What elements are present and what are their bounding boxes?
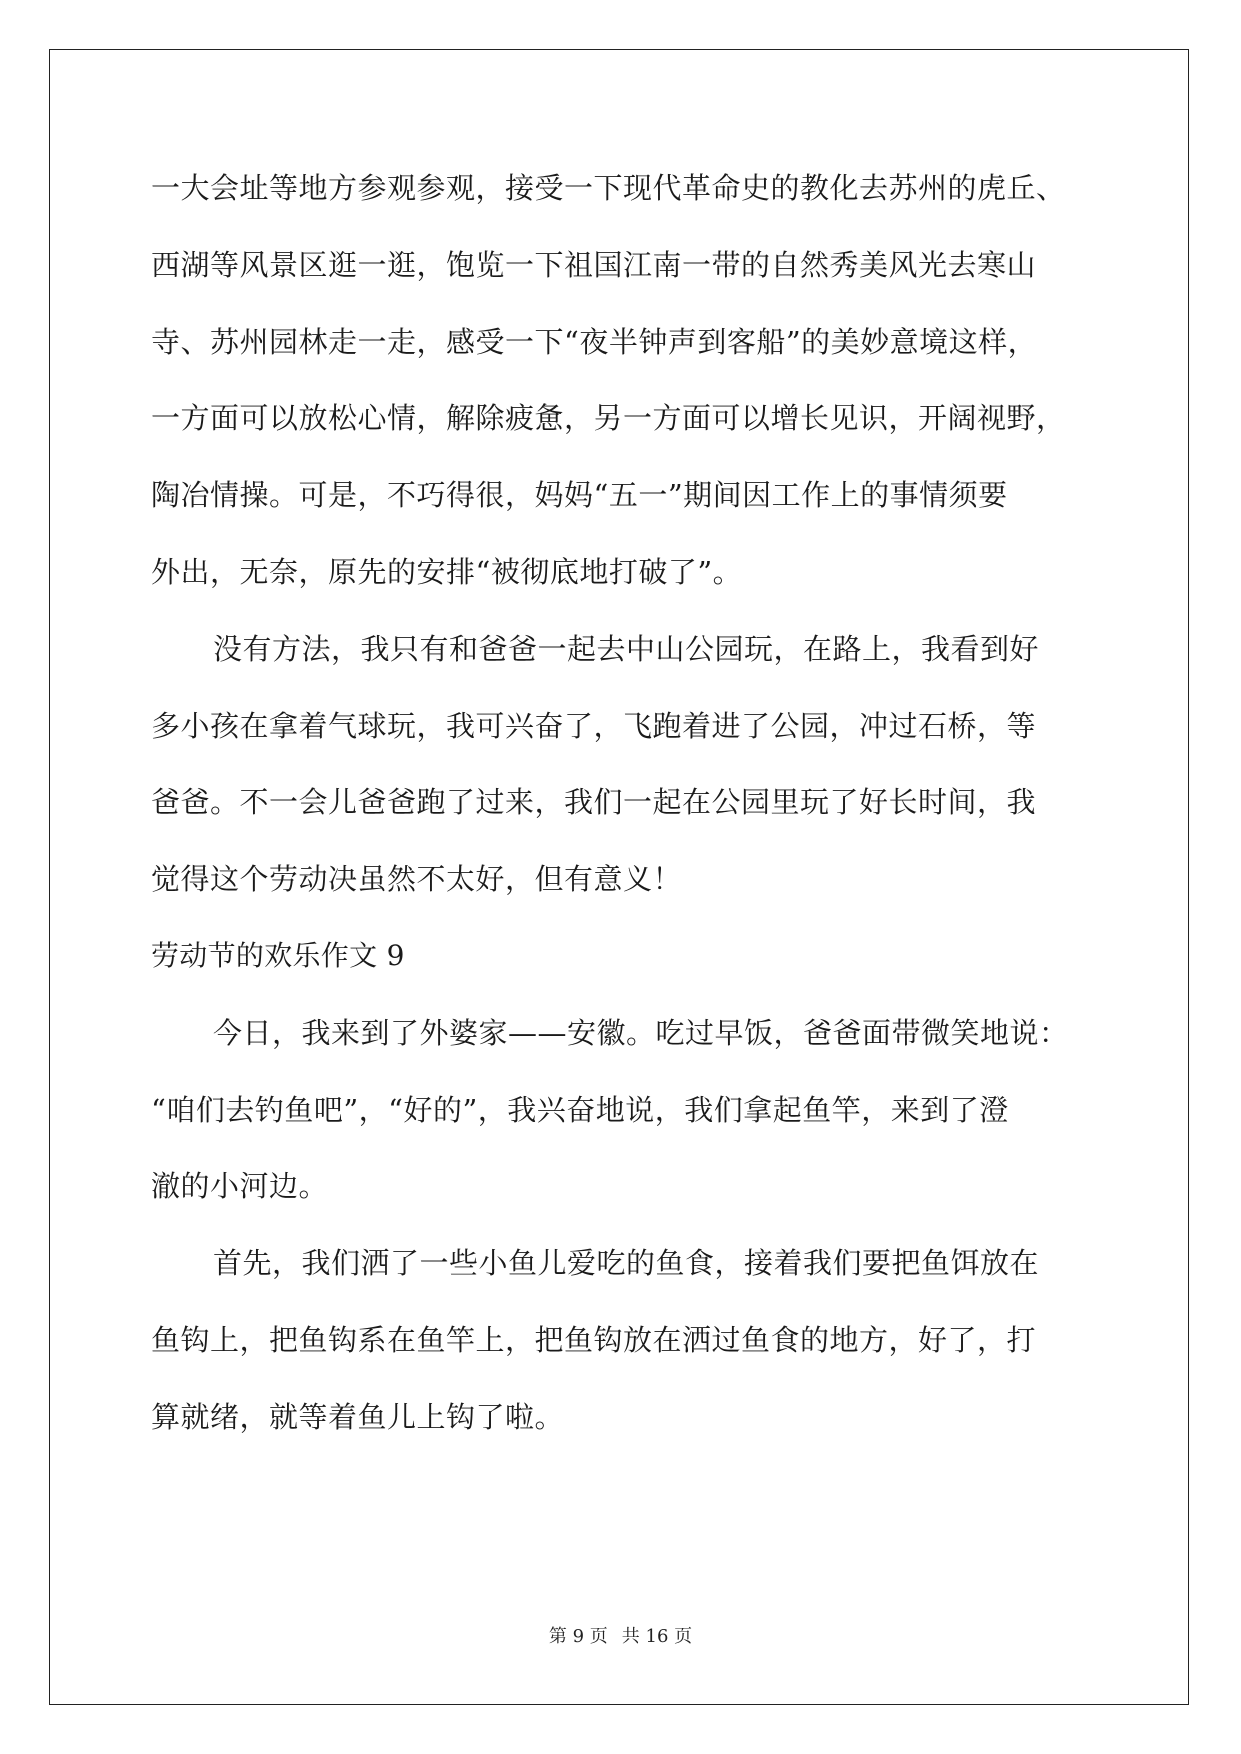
text-line: 陶冶情操。可是，不巧得很，妈妈“五一”期间因工作上的事情须要 bbox=[151, 478, 1008, 513]
text-line: 西湖等风景区逛一逛，饱览一下祖国江南一带的自然秀美风光去寒山 bbox=[151, 247, 1037, 282]
text-line: 澈的小河边。 bbox=[151, 1169, 329, 1204]
section-heading: 劳动节的欢乐作文 9 bbox=[151, 938, 405, 972]
text-line: 觉得这个劳动决虽然不太好，但有意义！ bbox=[151, 862, 683, 897]
document-body bbox=[151, 150, 1111, 1456]
text-line: 寺、苏州园林走一走，感受一下“夜半钟声到客船”的美妙意境这样， bbox=[151, 324, 1038, 359]
paragraph-first-line: 没有方法，我只有和爸爸一起去中山公园玩，在路上，我看到好 bbox=[213, 631, 1040, 666]
text-line: 一大会址等地方参观参观，接受一下现代革命史的教化去苏州的虎丘、 bbox=[151, 171, 1066, 205]
text-line: 一方面可以放松心情，解除疲惫，另一方面可以增长见识，开阔视野， bbox=[151, 401, 1066, 436]
text-line: 算就绪，就等着鱼儿上钩了啦。 bbox=[151, 1399, 565, 1434]
paragraph-first-line: 首先，我们洒了一些小鱼儿爱吃的鱼食，接着我们要把鱼饵放在 bbox=[213, 1246, 1040, 1281]
text-line: “咱们去钓鱼吧”，“好的”，我兴奋地说，我们拿起鱼竿，来到了澄 bbox=[151, 1092, 1009, 1127]
page-number: 第 9 页 bbox=[548, 1626, 608, 1647]
paragraph-first-line: 今日，我来到了外婆家——安徽。吃过早饭，爸爸面带微笑地说： bbox=[213, 1015, 1069, 1050]
text-line: 爸爸。不一会儿爸爸跑了过来，我们一起在公园里玩了好长时间，我 bbox=[151, 785, 1037, 820]
text-line: 外出，无奈，原先的安排“被彻底地打破了”。 bbox=[151, 554, 743, 589]
text-line: 多小孩在拿着气球玩，我可兴奋了，飞跑着进了公园，冲过石桥，等 bbox=[151, 708, 1037, 743]
text-line: 鱼钩上，把鱼钩系在鱼竿上，把鱼钩放在洒过鱼食的地方，好了，打 bbox=[151, 1322, 1037, 1357]
page-footer bbox=[0, 1622, 1241, 1648]
page-total: 共 16 页 bbox=[621, 1626, 693, 1647]
